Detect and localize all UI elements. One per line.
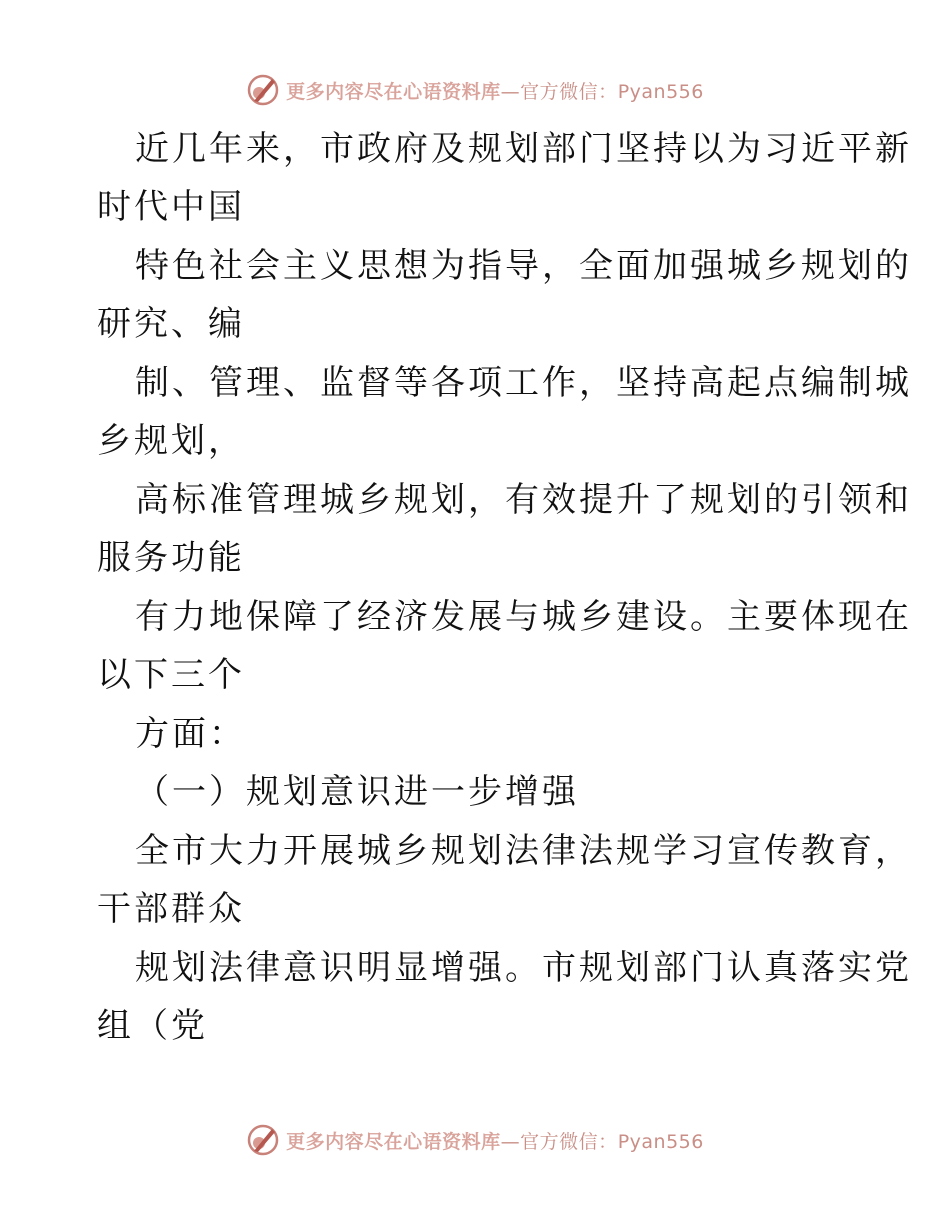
paragraph-line: 有力地保障了经济发展与城乡建设。主要体现在 xyxy=(135,597,912,637)
paragraph-line: 特色社会主义思想为指导，全面加强城乡规划的 xyxy=(135,246,912,286)
header-watermark xyxy=(0,70,950,110)
paragraph-line: 高标准管理城乡规划，有效提升了规划的引领和 xyxy=(135,480,912,520)
watermark-text: 更多内容尽在心语资料库—官方微信：Pyan556 xyxy=(286,80,704,103)
paragraph-line: 近几年来，市政府及规划部门坚持以为习近平新 xyxy=(135,129,912,169)
paragraph-line: 以下三个 xyxy=(97,655,245,695)
paragraph-line: 服务功能 xyxy=(97,538,245,578)
footer-watermark xyxy=(0,1120,950,1160)
paragraph-line: 研究、编 xyxy=(97,304,245,344)
paragraph-line: 乡规划， xyxy=(97,421,245,461)
watermark-text: 更多内容尽在心语资料库—官方微信：Pyan556 xyxy=(286,1130,704,1153)
section-heading: （一）规划意识进一步增强 xyxy=(135,772,579,812)
paragraph-line: 时代中国 xyxy=(97,187,245,227)
paragraph-line: 组（党 xyxy=(97,1006,208,1046)
paragraph-line: 规划法律意识明显增强。市规划部门认真落实党 xyxy=(135,948,912,988)
paragraph-line: 全市大力开展城乡规划法律法规学习宣传教育， xyxy=(135,831,912,871)
paragraph-line: 方面： xyxy=(135,714,246,754)
paragraph-line: 制、管理、监督等各项工作，坚持高起点编制城 xyxy=(135,363,912,403)
quill-logo-icon xyxy=(246,73,280,107)
paragraph-line: 干部群众 xyxy=(97,889,245,929)
quill-logo-icon xyxy=(246,1123,280,1157)
